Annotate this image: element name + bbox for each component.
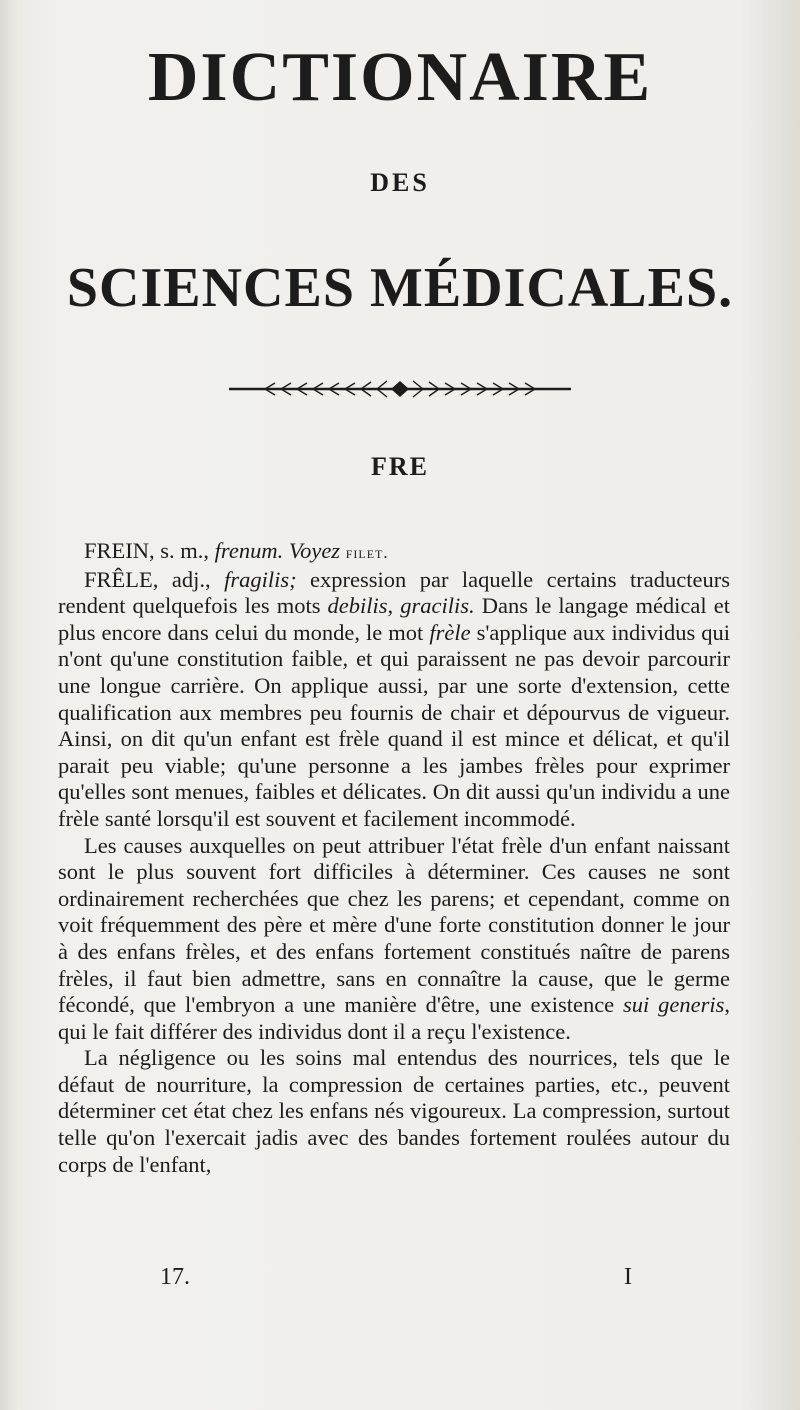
page-title: DICTIONAIRE [147,39,653,116]
paragraph-causes [58,833,730,1046]
italic-word: debilis [327,593,388,619]
section-heading: FRE [371,452,429,481]
paragraph-text: La négligence ou les soins mal entendus des nourrices, tels que le défaut de nourriture, la compression de certaines parties, etc., peuvent déterminer cet état chez les enfans nés vigoureux. La compression, surtout telle qu'on l'exercait jadis avec des bandes fortement roulées autour du corps de l'enfant, [58,1045,730,1177]
entry-frein [58,538,730,567]
entry-term: FREIN [84,538,150,563]
italic-word: frèle [429,619,471,645]
ornament-divider [225,378,575,400]
signature-mark: I [624,1264,632,1290]
cross-reference: filet. [345,543,389,562]
article-body [58,538,730,1178]
title-des: DES [370,168,430,197]
entry-text: Dans le langage médical et plus encore dans celui du monde, le mot [58,593,730,645]
italic-word: sui generis [623,992,725,1018]
paragraph-text: , qui le fait différer des individus dont il a reçu l'existence. [58,992,730,1044]
voyez-label: Voyez [288,538,341,563]
entry-latin: fragilis; [224,566,297,592]
entry-term: FRÊLE [84,566,153,592]
paragraph-text: Les causes auxquelles on peut attribuer l'état frèle d'un enfant naissant sont le plus souvent fort difficiles à déterminer. Ces causes ne sont ordinairement recherchées que chez les parens; et cependant, comme on voit fréquemment des père et mère d'une forte constitution donner le jour à des enfans frèles, et des enfans fortement constitués naître de parens frèles, il faut bien admettre, sans en connaître la cause, que le germe fécondé, que l'embryon a une manière d'être, une existence [58,832,730,1018]
page-subtitle: SCIENCES MÉDICALES. [66,257,734,319]
entry-pos: , s. m., [149,538,210,563]
paragraph-negligence [58,1045,730,1178]
entry-pos: , adj., [152,566,211,592]
entry-text: s'applique aux individus qui n'ont qu'une constitution faible, et qui paraissent ne pas devoir parcourir une longue carrière. On applique aussi, par une sorte d'extension, cette qualification aux membres peu fournis de chair et dépourvus de vigueur. Ainsi, on dit qu'un enfant est frèle quand il est mince et délicat, et qu'il parait peu viable; qu'une personne a les jambes frèles pour exprimer qu'elles sont menues, faibles et délicates. On dit aussi qu'un individu a une frèle santé lorsqu'il est souvent et facilement incommodé. [58,619,730,831]
volume-number: 17. [160,1264,190,1290]
entry-text: , [387,593,401,619]
entry-frele [58,567,730,833]
italic-word: gracilis. [400,593,475,619]
entry-latin: frenum. [214,538,284,563]
entry-text: expression par laquelle certains traducteurs rendent quelquefois les mots [58,566,730,619]
